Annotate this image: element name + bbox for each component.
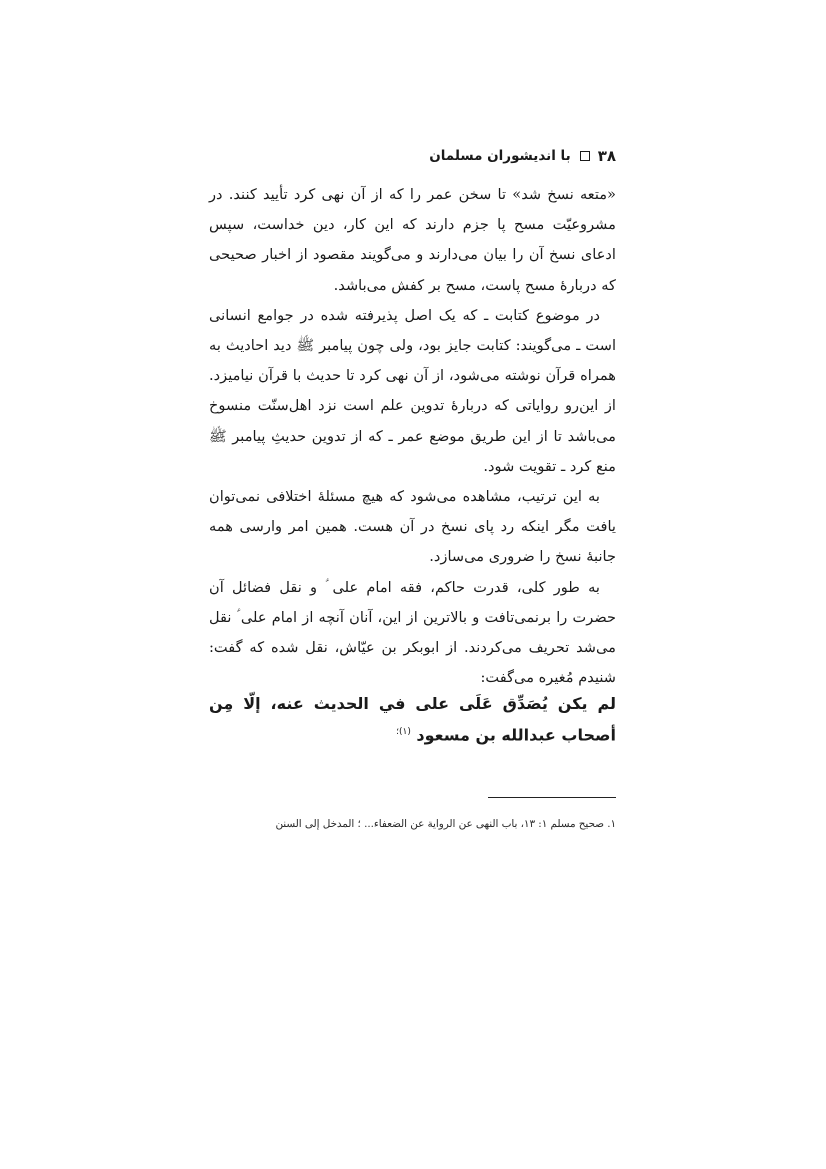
paragraph: «متعه نسخ شد» تا سخن عمر را که از آن نهی کرد تأیید کنند. در مشروعیّت مسح پا جزم دارند که این کار، دین خداست، سپس ادعای نسخ آن را بیان می‌دارند و می‌گویند مقصود از اخبار صحیحی که دربارهٔ مسح پاست، مسح بر کفش می‌باشد. <box>209 186 616 294</box>
footnote-marker: (۱)؛ <box>396 727 411 737</box>
arabic-quote <box>209 690 616 749</box>
footnote-divider <box>488 797 616 798</box>
main-text <box>209 180 616 693</box>
paragraph: به طور کلی، قدرت حاکم، فقه امام علی ؑ و نقل فضائل آن حضرت را برنمی‌تافت و بالاترین از این، آنان آنچه از امام علی ؑ نقل می‌شد تحریف می‌کردند. از ابوبکر بن عیّاش، نقل شده که گفت: شنیدم مُغیره می‌گفت: <box>209 578 616 687</box>
book-title: با اندیشوران مسلمان <box>429 148 571 164</box>
square-outline-icon <box>580 151 590 161</box>
running-header <box>210 146 616 166</box>
footnote: ۱. صحیح مسلم ۱: ۱۳، باب النهی عن الروایة عن الضعفاء... ؛ المدخل إلی السنن <box>275 818 616 830</box>
arabic-quote-text: لم یکن یُصَدِّق عَلَی علی في الحدیث عنه، إلّا مِن أصحاب عبدالله بن مسعود <box>209 694 616 745</box>
page-number: ۳۸ <box>597 147 616 165</box>
paragraph: به این ترتیب، مشاهده می‌شود که هیچ مسئلهٔ اختلافی نمی‌توان یافت مگر اینکه رد پای نسخ در آن هست. همین امر وارسی همه جانبهٔ نسخ را ضروری می‌سازد. <box>209 488 616 566</box>
paragraph: در موضوع کتابت ـ که یک اصل پذیرفته شده در جوامع انسانی است ـ می‌گویند: کتابت جایز بود، ولی چون پیامبر ﷺ دید احادیث به همراه قرآن نوشته می‌شود، از آن نهی کرد تا حدیث با قرآن نیامیزد. از این‌رو روایاتی که دربارهٔ تدوین علم است نزد اهل‌سنّت منسوخ می‌باشد تا از این طریق موضع عمر ـ که از تدوین حدیثِ پیامبر ﷺ منع کرد ـ تقویت شود. <box>209 306 616 475</box>
